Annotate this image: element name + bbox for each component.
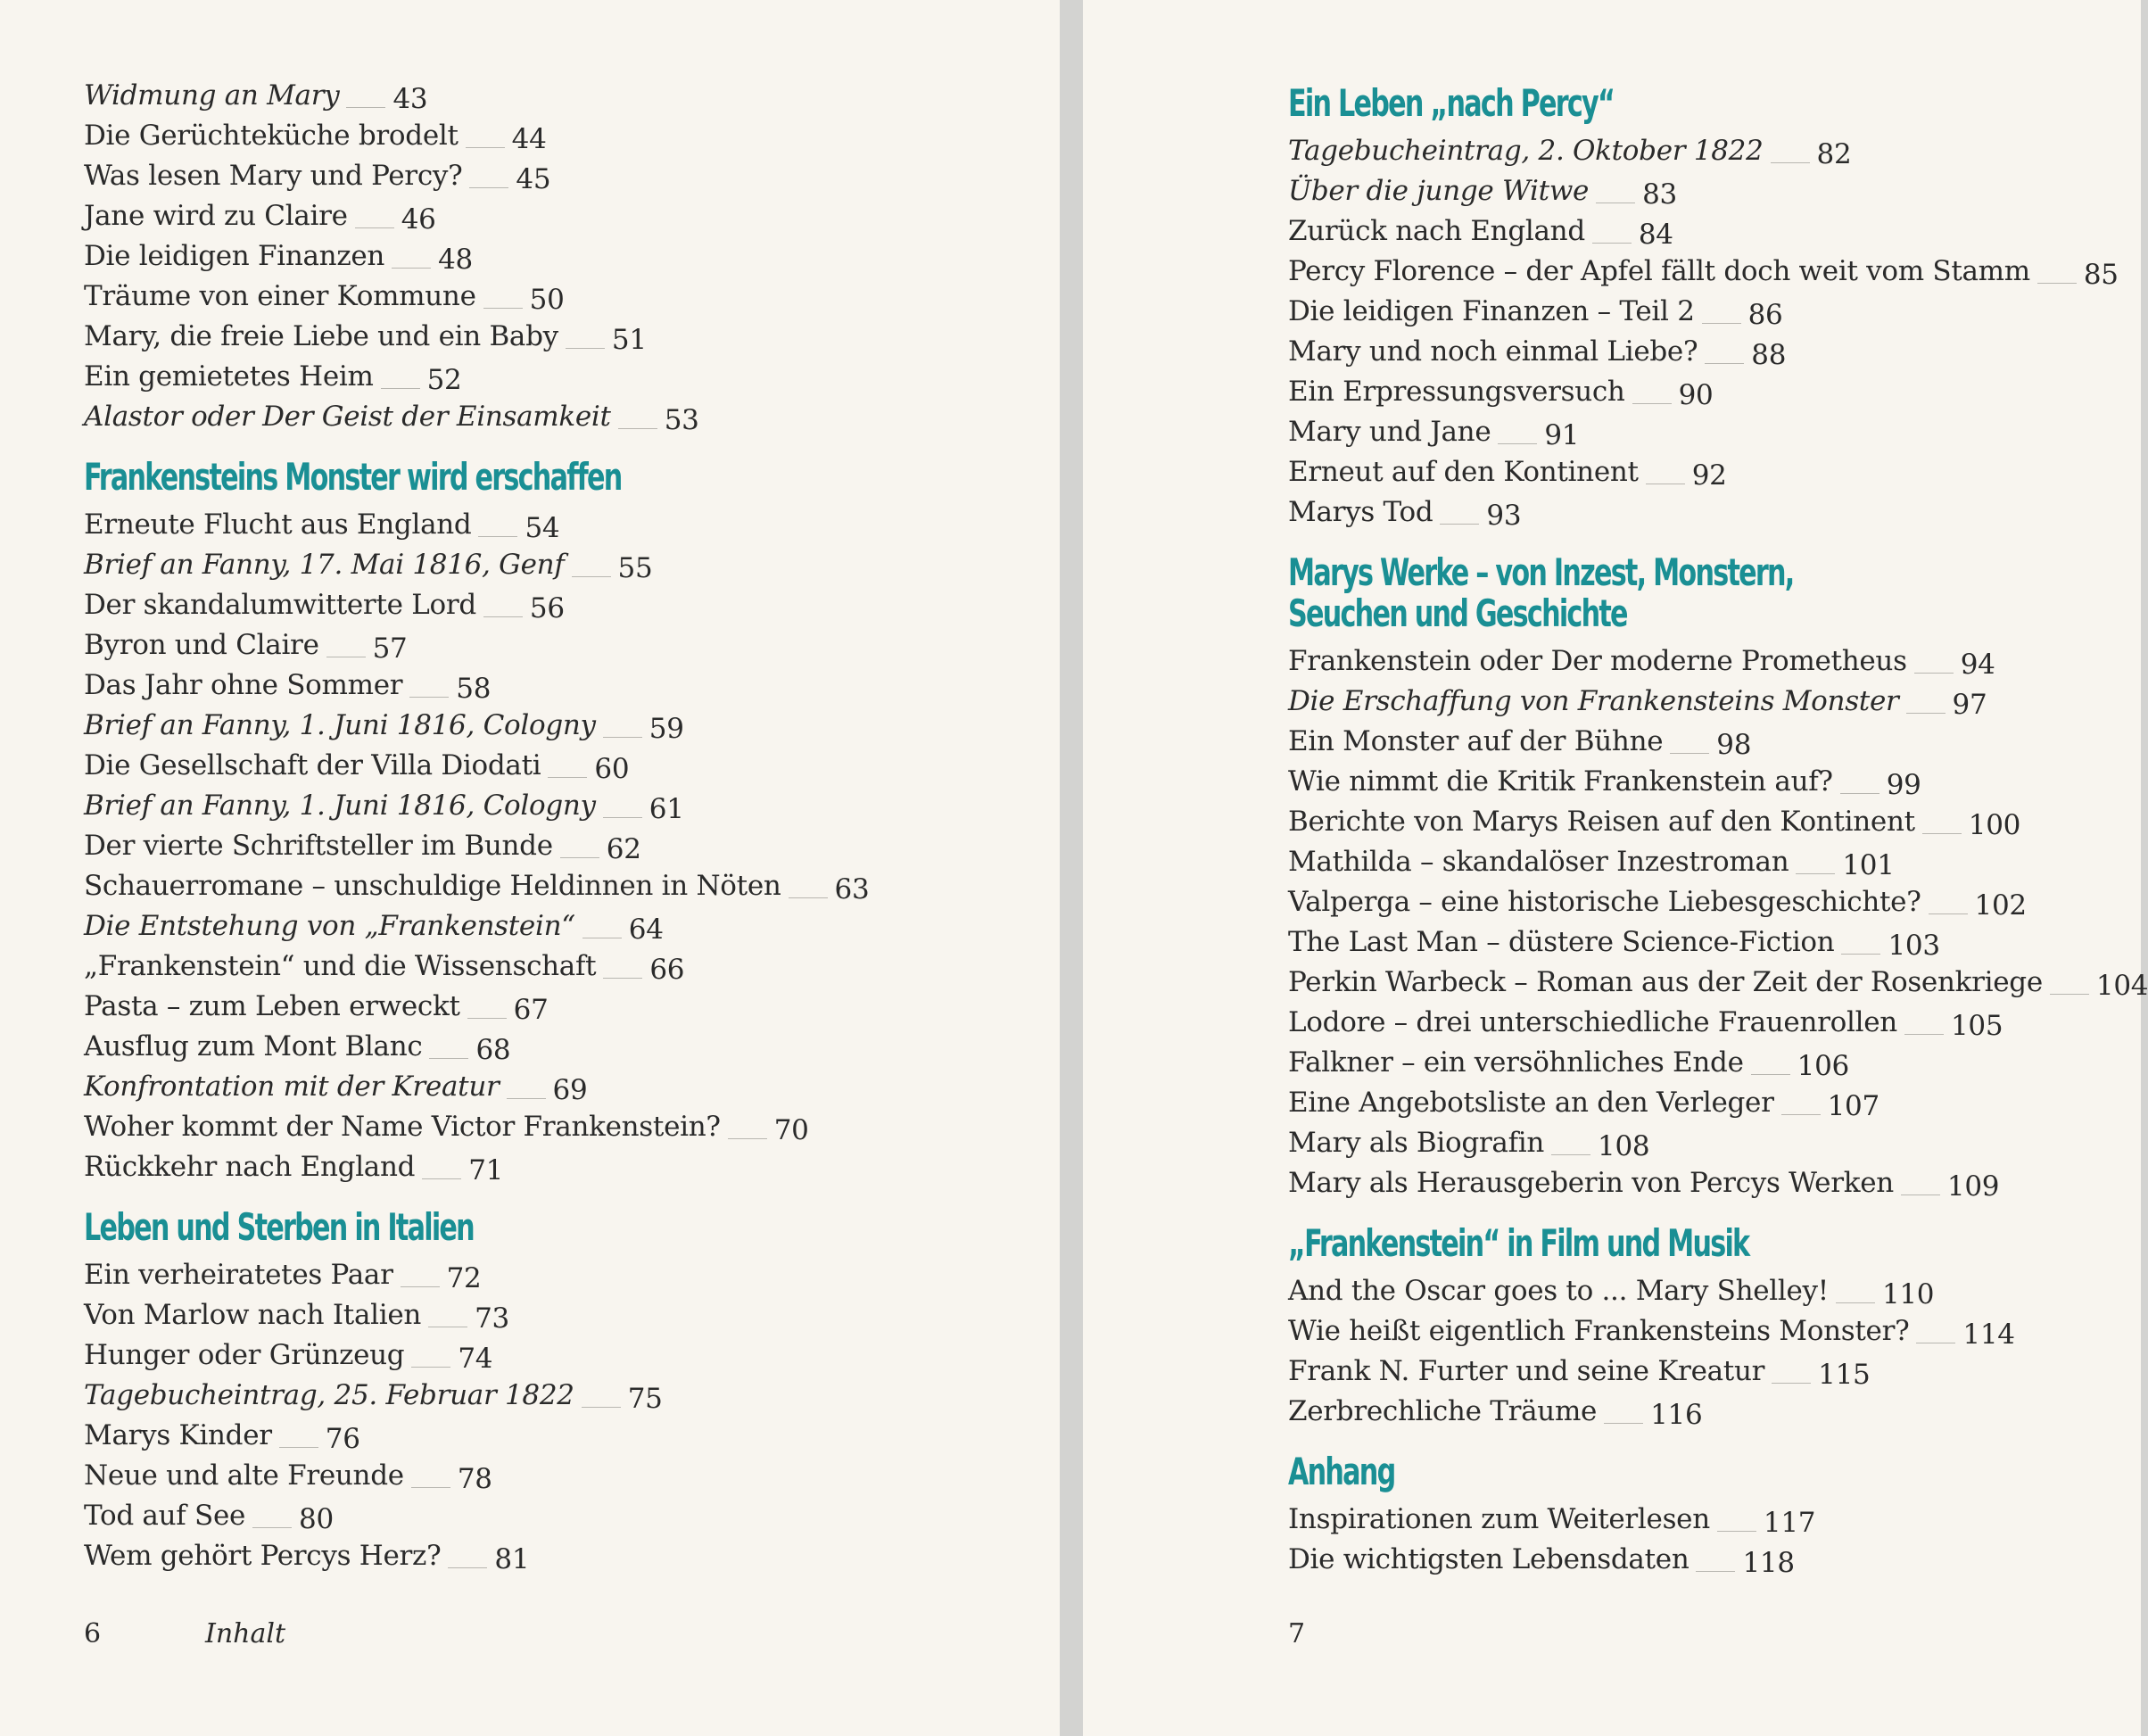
toc-entry-title: Das Jahr ohne Sommer — [84, 669, 403, 701]
leader-line — [1922, 832, 1962, 834]
toc-entry — [84, 1064, 869, 1104]
toc-entry-page-number: 44 — [511, 123, 547, 155]
leader-line — [1914, 672, 1954, 674]
toc-entry-page-number: 99 — [1886, 769, 1921, 801]
toc-entry-title: Ein Monster auf der Bühne — [1288, 725, 1664, 757]
leader-line — [1670, 752, 1709, 754]
leader-line — [1705, 362, 1744, 364]
toc-entry-page-number: 46 — [401, 203, 436, 236]
toc-entry — [1288, 1389, 2148, 1429]
leader-line — [728, 1137, 767, 1139]
leader-line — [582, 937, 622, 938]
leader-line — [603, 736, 642, 738]
toc-entry-page-number: 58 — [456, 673, 492, 705]
toc-entry — [84, 663, 869, 703]
toc-entry-title: Marys Kinder — [84, 1419, 272, 1451]
toc-entry — [1288, 128, 2148, 169]
leader-line — [346, 106, 385, 108]
toc-entry — [84, 944, 869, 984]
page-number: 7 — [1288, 1618, 1306, 1649]
toc-entry — [1288, 799, 2148, 839]
toc-entry-title: Mary und Jane — [1288, 416, 1491, 448]
toc-entry-page-number: 75 — [627, 1383, 663, 1415]
toc-entry-title: „Frankenstein“ und die Wissenschaft — [84, 950, 597, 982]
toc-entry-title: Schauerromane – unschuldige Heldinnen in Nöten — [84, 870, 781, 902]
toc-entry-title: Byron und Claire — [84, 629, 319, 661]
toc-entry — [84, 113, 869, 153]
table-of-contents-left — [84, 73, 869, 1574]
toc-entry-title: Lodore – drei unterschiedliche Frauenrollen — [1288, 1006, 1897, 1038]
leader-line — [355, 227, 394, 228]
toc-entry — [1288, 369, 2148, 409]
toc-entry — [84, 864, 869, 904]
toc-entry-page-number: 106 — [1797, 1050, 1849, 1082]
toc-entry-page-number: 83 — [1642, 178, 1677, 211]
toc-entry — [1288, 1040, 2148, 1080]
toc-entry-title: Neue und alte Freunde — [84, 1459, 404, 1492]
toc-entry-title: Tod auf See — [84, 1500, 246, 1532]
toc-entry-title: Falkner – ein versöhnliches Ende — [1288, 1046, 1744, 1079]
toc-entry — [1288, 409, 2148, 450]
toc-entry-title: Die Entstehung von „Frankenstein“ — [84, 910, 575, 942]
toc-entry-title: Mary, die freie Liebe und ein Baby — [84, 320, 558, 352]
leader-line — [483, 307, 523, 309]
toc-entry-page-number: 57 — [372, 632, 408, 665]
toc-entry-title: Zurück nach England — [1288, 215, 1585, 247]
section-heading: Ein Leben „nach Percy“ — [1288, 81, 1615, 125]
toc-entry — [84, 1413, 869, 1453]
toc-entry-title: Eine Angebotsliste an den Verleger — [1288, 1087, 1774, 1119]
leader-line — [1702, 322, 1741, 324]
toc-entry — [1288, 329, 2148, 369]
leader-line — [1840, 792, 1880, 794]
toc-entry — [84, 904, 869, 944]
leader-line — [1906, 712, 1946, 714]
page-number: 6 — [84, 1618, 102, 1649]
toc-entry-title: Tagebucheintrag, 25. Februar 1822 — [84, 1379, 574, 1411]
toc-entry — [1288, 960, 2148, 1000]
toc-entry — [1288, 1269, 2148, 1309]
toc-entry — [84, 703, 869, 743]
toc-entry-title: Valperga – eine historische Liebesgeschichte? — [1288, 886, 1921, 918]
toc-entry — [1288, 1349, 2148, 1389]
toc-entry-title: Hunger oder Grünzeug — [84, 1339, 405, 1371]
toc-entry-page-number: 116 — [1650, 1399, 1703, 1431]
toc-entry-page-number: 98 — [1716, 729, 1752, 761]
toc-entry-page-number: 85 — [2083, 259, 2119, 291]
leader-line — [469, 186, 508, 188]
toc-entry-page-number: 78 — [457, 1463, 492, 1495]
toc-entry-page-number: 56 — [529, 592, 565, 624]
leader-line — [618, 427, 657, 429]
toc-entry — [1288, 1309, 2148, 1349]
toc-entry-page-number: 88 — [1751, 339, 1787, 371]
toc-entry-title: Inspirationen zum Weiterlesen — [1288, 1503, 1710, 1535]
leader-line — [411, 1366, 450, 1368]
toc-entry — [1288, 289, 2148, 329]
leader-line — [1596, 202, 1635, 203]
toc-entry-page-number: 100 — [1968, 809, 2021, 841]
leader-line — [1901, 1194, 1940, 1195]
toc-entry-title: Marys Tod — [1288, 496, 1433, 528]
leader-line — [1632, 402, 1672, 404]
toc-entry-page-number: 71 — [468, 1154, 504, 1186]
toc-entry — [84, 583, 869, 623]
toc-entry-title: Berichte von Marys Reisen auf den Kontinent — [1288, 806, 1915, 838]
toc-entry-page-number: 109 — [1946, 1170, 2000, 1203]
toc-entry-title: Woher kommt der Name Victor Frankenstein? — [84, 1111, 721, 1143]
toc-entry-title: Über die junge Witwe — [1288, 175, 1590, 207]
leader-line — [448, 1567, 487, 1568]
leader-line — [411, 1486, 450, 1488]
toc-entry — [84, 743, 869, 783]
toc-entry-title: Wem gehört Percys Herz? — [84, 1540, 442, 1572]
page-footer-left — [84, 1618, 286, 1649]
toc-entry-page-number: 81 — [494, 1543, 530, 1575]
leader-line — [1771, 161, 1810, 163]
toc-entry-page-number: 82 — [1816, 138, 1852, 170]
toc-entry-title: Von Marlow nach Italien — [84, 1299, 422, 1331]
running-title: Inhalt — [205, 1618, 286, 1649]
toc-entry-page-number: 103 — [1888, 930, 1940, 962]
leader-line — [1904, 1033, 1944, 1035]
toc-entry — [1288, 1080, 2148, 1120]
toc-entry-title: Die wichtigsten Lebensdaten — [1288, 1543, 1689, 1575]
toc-entry — [84, 234, 869, 274]
toc-entry-page-number: 72 — [446, 1262, 482, 1294]
leader-line — [1781, 1113, 1821, 1115]
leader-line — [603, 977, 642, 979]
leader-line — [2050, 993, 2089, 995]
leader-line — [1592, 242, 1632, 244]
toc-entry-page-number: 107 — [1827, 1090, 1880, 1122]
section-heading: Marys Werke – von Inzest, Monstern, — [1288, 550, 1794, 594]
leader-line — [572, 575, 611, 577]
toc-entry-page-number: 66 — [649, 954, 685, 986]
toc-entry-page-number: 104 — [2095, 970, 2148, 1002]
toc-entry-page-number: 108 — [1598, 1130, 1650, 1162]
toc-entry-title: Wie heißt eigentlich Frankensteins Monster? — [1288, 1315, 1910, 1347]
page-footer-right — [1288, 1618, 1305, 1649]
toc-entry-page-number: 102 — [1974, 889, 2027, 922]
toc-entry-page-number: 45 — [516, 163, 551, 195]
toc-entry-title: Mary und noch einmal Liebe? — [1288, 335, 1698, 368]
leader-line — [326, 656, 366, 657]
section-heading: Leben und Sterben in Italien — [84, 1205, 474, 1249]
leader-line — [507, 1097, 546, 1099]
toc-entry — [84, 194, 869, 234]
toc-entry — [1288, 1537, 2148, 1577]
toc-entry — [84, 623, 869, 663]
leader-line — [1916, 1342, 1955, 1343]
toc-entry-page-number: 63 — [834, 873, 870, 905]
toc-entry-page-number: 97 — [1952, 689, 1987, 721]
toc-entry-page-number: 105 — [1950, 1010, 2003, 1042]
leader-line — [1498, 442, 1537, 444]
toc-entry — [1288, 639, 2148, 679]
toc-entry-title: Zerbrechliche Träume — [1288, 1395, 1598, 1427]
leader-line — [429, 1057, 468, 1059]
toc-entry — [1288, 679, 2148, 719]
leader-line — [401, 1285, 440, 1287]
toc-entry — [84, 1333, 869, 1373]
toc-entry — [84, 783, 869, 823]
toc-entry-page-number: 115 — [1818, 1359, 1871, 1391]
toc-entry — [1288, 1000, 2148, 1040]
toc-entry-title: Brief an Fanny, 1. Juni 1816, Cologny — [84, 789, 596, 822]
toc-entry-page-number: 62 — [606, 833, 641, 865]
toc-entry-title: Die Erschaffung von Frankensteins Monster — [1288, 685, 1899, 717]
toc-entry-title: Erneute Flucht aus England — [84, 508, 472, 541]
toc-entry-page-number: 52 — [426, 364, 462, 396]
toc-entry-title: Erneut auf den Kontinent — [1288, 456, 1639, 488]
toc-entry-page-number: 48 — [438, 244, 473, 276]
toc-entry-page-number: 84 — [1638, 219, 1673, 251]
toc-entry-title: Pasta – zum Leben erweckt — [84, 990, 460, 1022]
toc-entry — [84, 73, 869, 113]
toc-entry-title: Die Gesellschaft der Villa Diodati — [84, 749, 541, 781]
toc-entry — [84, 394, 869, 434]
leader-line — [1604, 1422, 1643, 1424]
leader-line — [2037, 282, 2077, 284]
toc-entry — [84, 984, 869, 1024]
table-of-contents-right — [1288, 82, 2148, 1577]
toc-entry-title: Percy Florence – der Apfel fällt doch weit vom Stamm — [1288, 255, 2030, 287]
section-heading: Seuchen und Geschichte — [1288, 591, 1627, 635]
toc-entry-page-number: 94 — [1960, 649, 1995, 681]
leader-line — [1717, 1530, 1756, 1532]
leader-line — [409, 696, 449, 698]
toc-entry — [84, 314, 869, 354]
toc-entry — [84, 1453, 869, 1493]
toc-entry — [1288, 1120, 2148, 1161]
leader-line — [467, 1017, 507, 1019]
toc-entry — [84, 1493, 869, 1533]
toc-entry-title: Der skandalumwitterte Lord — [84, 589, 476, 621]
section-heading: „Frankenstein“ in Film und Musik — [1288, 1221, 1749, 1265]
leader-line — [428, 1326, 467, 1327]
leader-line — [252, 1526, 292, 1528]
toc-entry — [1288, 490, 2148, 530]
toc-entry-title: Die leidigen Finanzen — [84, 240, 385, 272]
leader-line — [1841, 953, 1880, 955]
toc-entry-title: Mathilda – skandalöser Inzestroman — [1288, 846, 1789, 878]
toc-entry-title: Träume von einer Kommune — [84, 280, 476, 312]
toc-entry-page-number: 50 — [529, 284, 565, 316]
leader-line — [279, 1446, 318, 1448]
toc-entry — [1288, 450, 2148, 490]
toc-entry-page-number: 93 — [1486, 500, 1522, 532]
leader-line — [582, 1406, 621, 1408]
leader-line — [603, 816, 642, 818]
toc-entry — [1288, 249, 2148, 289]
leader-line — [392, 267, 431, 269]
toc-entry-title: Ein gemietetes Heim — [84, 360, 374, 393]
toc-entry-page-number: 69 — [552, 1074, 588, 1106]
toc-entry — [1288, 209, 2148, 249]
toc-entry-title: Mary als Herausgeberin von Percys Werken — [1288, 1167, 1894, 1199]
toc-entry-page-number: 74 — [458, 1343, 493, 1375]
toc-entry-title: Der vierte Schriftsteller im Bunde — [84, 830, 553, 862]
toc-entry-page-number: 70 — [773, 1114, 809, 1146]
leader-line — [1751, 1073, 1790, 1075]
toc-entry — [1288, 920, 2148, 960]
toc-entry-page-number: 86 — [1747, 299, 1783, 331]
toc-entry-title: And the Oscar goes to ... Mary Shelley! — [1288, 1275, 1829, 1307]
toc-entry — [84, 823, 869, 864]
toc-entry — [1288, 1497, 2148, 1537]
toc-entry-page-number: 61 — [649, 793, 684, 825]
toc-entry — [84, 1104, 869, 1145]
toc-entry-page-number: 91 — [1544, 419, 1580, 451]
toc-entry — [84, 502, 869, 542]
toc-entry-page-number: 73 — [475, 1302, 509, 1335]
toc-entry-page-number: 67 — [513, 994, 549, 1026]
leader-line — [466, 146, 505, 148]
leader-line — [560, 856, 599, 858]
leader-line — [1440, 523, 1479, 525]
toc-entry-title: Ausflug zum Mont Blanc — [84, 1030, 423, 1062]
toc-entry-page-number: 110 — [1881, 1278, 1935, 1310]
toc-entry-title: Alastor oder Der Geist der Einsamkeit — [84, 401, 611, 433]
toc-entry — [1288, 169, 2148, 209]
toc-entry-page-number: 117 — [1763, 1507, 1816, 1539]
toc-entry-page-number: 55 — [617, 552, 653, 584]
toc-entry-title: Was lesen Mary und Percy? — [84, 160, 463, 192]
toc-entry-page-number: 90 — [1678, 379, 1714, 411]
toc-entry — [84, 1252, 869, 1293]
toc-entry-title: Brief an Fanny, 1. Juni 1816, Cologny — [84, 709, 596, 741]
toc-entry-title: The Last Man – düstere Science-Fiction — [1288, 926, 1835, 958]
toc-entry — [84, 274, 869, 314]
toc-entry-title: Frank N. Furter und seine Kreatur — [1288, 1355, 1765, 1387]
toc-entry-page-number: 59 — [649, 713, 684, 745]
toc-entry-title: Wie nimmt die Kritik Frankenstein auf? — [1288, 765, 1833, 798]
toc-entry-page-number: 92 — [1691, 459, 1727, 492]
leader-line — [1836, 1302, 1875, 1303]
toc-entry — [1288, 1161, 2148, 1201]
right-page — [1083, 0, 2148, 1736]
section-heading: Anhang — [1288, 1450, 1395, 1493]
toc-entry-page-number: 43 — [392, 83, 428, 115]
toc-entry — [84, 354, 869, 394]
toc-entry-title: Perkin Warbeck – Roman aus der Zeit der Rosenkriege — [1288, 966, 2043, 998]
toc-entry-title: Mary als Biografin — [1288, 1127, 1545, 1159]
leader-line — [1696, 1570, 1735, 1572]
leader-line — [566, 347, 605, 349]
toc-entry-page-number: 54 — [525, 512, 560, 544]
toc-entry — [1288, 759, 2148, 799]
toc-entry — [1288, 839, 2148, 880]
toc-entry-page-number: 68 — [475, 1034, 511, 1066]
toc-entry — [84, 1293, 869, 1333]
toc-entry-title: Rückkehr nach England — [84, 1151, 416, 1183]
toc-entry — [1288, 880, 2148, 920]
toc-entry — [1288, 719, 2148, 759]
leader-line — [1646, 483, 1685, 484]
toc-entry-title: Die Gerüchteküche brodelt — [84, 120, 459, 152]
toc-entry-page-number: 101 — [1842, 849, 1895, 881]
toc-entry — [84, 1024, 869, 1064]
toc-entry-page-number: 80 — [299, 1503, 334, 1535]
toc-entry-page-number: 76 — [325, 1423, 360, 1455]
leader-line — [548, 776, 587, 778]
toc-entry — [84, 542, 869, 583]
leader-line — [1772, 1382, 1811, 1384]
toc-entry-title: Widmung an Mary — [84, 79, 340, 112]
left-page — [0, 0, 1060, 1736]
leader-line — [381, 387, 420, 389]
toc-entry-title: Die leidigen Finanzen – Teil 2 — [1288, 295, 1695, 327]
toc-entry-page-number: 51 — [611, 324, 647, 356]
leader-line — [1551, 1153, 1590, 1155]
toc-entry-page-number: 114 — [1962, 1319, 2015, 1351]
toc-entry-title: Konfrontation mit der Kreatur — [84, 1071, 500, 1103]
toc-entry-page-number: 53 — [664, 404, 699, 436]
leader-line — [1796, 872, 1835, 874]
toc-entry — [84, 153, 869, 194]
toc-entry-title: Ein Erpressungsversuch — [1288, 376, 1625, 408]
section-heading: Frankensteins Monster wird erschaffen — [84, 455, 622, 499]
leader-line — [422, 1178, 461, 1179]
toc-entry — [84, 1533, 869, 1574]
toc-entry-title: Tagebucheintrag, 2. Oktober 1822 — [1288, 135, 1764, 167]
leader-line — [1929, 913, 1968, 914]
toc-entry-title: Jane wird zu Claire — [84, 200, 348, 232]
leader-line — [483, 616, 523, 617]
toc-entry — [84, 1145, 869, 1185]
toc-entry-title: Frankenstein oder Der moderne Prometheus — [1288, 645, 1907, 677]
toc-entry-page-number: 64 — [628, 913, 664, 946]
toc-entry-title: Brief an Fanny, 17. Mai 1816, Genf — [84, 549, 565, 581]
toc-entry-title: Ein verheiratetes Paar — [84, 1259, 393, 1291]
toc-entry-page-number: 118 — [1742, 1547, 1795, 1579]
toc-entry — [84, 1373, 869, 1413]
leader-line — [789, 897, 828, 898]
leader-line — [478, 535, 517, 537]
toc-entry-page-number: 60 — [594, 753, 630, 785]
